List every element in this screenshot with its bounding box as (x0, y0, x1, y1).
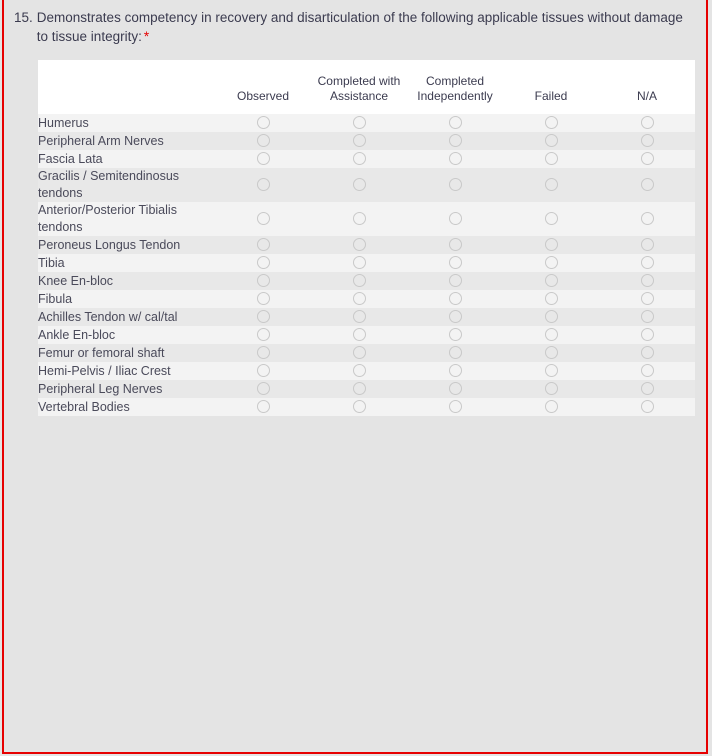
matrix-radio-cell[interactable] (407, 168, 503, 202)
radio-unchecked-icon[interactable] (257, 116, 270, 129)
radio-unchecked-icon[interactable] (353, 238, 366, 251)
matrix-radio-cell[interactable] (311, 132, 407, 150)
radio-unchecked-icon[interactable] (449, 346, 462, 359)
matrix-radio-cell[interactable] (311, 254, 407, 272)
column-header-failed: Failed (503, 60, 599, 114)
matrix-row-label: Peripheral Arm Nerves (38, 133, 164, 148)
radio-unchecked-icon[interactable] (449, 116, 462, 129)
radio-unchecked-icon[interactable] (545, 400, 558, 413)
radio-unchecked-icon[interactable] (257, 310, 270, 323)
radio-unchecked-icon[interactable] (641, 134, 654, 147)
matrix-radio-cell[interactable] (215, 132, 311, 150)
radio-unchecked-icon[interactable] (449, 364, 462, 377)
matrix-row (38, 202, 695, 236)
column-header-completed-independently: Completed Independently (407, 60, 503, 114)
matrix-radio-cell[interactable] (599, 326, 695, 344)
radio-unchecked-icon[interactable] (449, 238, 462, 251)
radio-unchecked-icon[interactable] (353, 134, 366, 147)
radio-unchecked-icon[interactable] (545, 178, 558, 191)
radio-unchecked-icon[interactable] (545, 134, 558, 147)
radio-unchecked-icon[interactable] (449, 178, 462, 191)
radio-unchecked-icon[interactable] (449, 292, 462, 305)
matrix-radio-cell[interactable] (407, 254, 503, 272)
matrix-row-label: Gracilis / Semitendinosus tendons (38, 169, 180, 200)
matrix-radio-cell[interactable] (503, 326, 599, 344)
matrix-row-label: Anterior/Posterior Tibialis tendons (38, 203, 177, 234)
radio-unchecked-icon[interactable] (257, 274, 270, 287)
radio-unchecked-icon[interactable] (257, 328, 270, 341)
matrix-radio-cell[interactable] (407, 290, 503, 308)
matrix-row (38, 254, 695, 272)
radio-unchecked-icon[interactable] (641, 152, 654, 165)
matrix-row (38, 168, 695, 202)
radio-unchecked-icon[interactable] (257, 178, 270, 191)
matrix-radio-cell[interactable] (503, 168, 599, 202)
radio-unchecked-icon[interactable] (257, 292, 270, 305)
radio-unchecked-icon[interactable] (449, 400, 462, 413)
matrix-radio-cell[interactable] (599, 362, 695, 380)
matrix-radio-cell[interactable] (215, 344, 311, 362)
matrix-radio-cell[interactable] (215, 380, 311, 398)
radio-unchecked-icon[interactable] (641, 292, 654, 305)
matrix-radio-cell[interactable] (599, 168, 695, 202)
radio-unchecked-icon[interactable] (353, 178, 366, 191)
matrix-row (38, 290, 695, 308)
matrix-radio-cell[interactable] (407, 236, 503, 254)
matrix-radio-cell[interactable] (215, 308, 311, 326)
radio-unchecked-icon[interactable] (449, 212, 462, 225)
matrix-radio-cell[interactable] (311, 202, 407, 236)
matrix-body (38, 114, 695, 416)
radio-unchecked-icon[interactable] (353, 274, 366, 287)
matrix-row-label: Peroneus Longus Tendon (38, 237, 181, 252)
matrix-radio-cell[interactable] (311, 114, 407, 132)
question-text (37, 8, 692, 46)
matrix-row (38, 132, 695, 150)
matrix-radio-cell[interactable] (215, 362, 311, 380)
matrix-radio-cell[interactable] (215, 326, 311, 344)
matrix-radio-cell[interactable] (215, 114, 311, 132)
matrix-radio-cell[interactable] (311, 150, 407, 168)
matrix-radio-cell[interactable] (215, 290, 311, 308)
matrix-row (38, 150, 695, 168)
matrix-radio-cell[interactable] (599, 150, 695, 168)
radio-unchecked-icon[interactable] (257, 152, 270, 165)
radio-unchecked-icon[interactable] (353, 152, 366, 165)
matrix-radio-cell[interactable] (215, 254, 311, 272)
radio-unchecked-icon[interactable] (545, 274, 558, 287)
matrix-radio-cell[interactable] (599, 236, 695, 254)
matrix-row (38, 236, 695, 254)
matrix-radio-cell[interactable] (215, 150, 311, 168)
matrix-radio-cell[interactable] (503, 150, 599, 168)
radio-unchecked-icon[interactable] (353, 116, 366, 129)
column-header-observed: Observed (215, 60, 311, 114)
matrix-radio-cell[interactable] (503, 362, 599, 380)
radio-unchecked-icon[interactable] (257, 346, 270, 359)
radio-unchecked-icon[interactable] (641, 212, 654, 225)
matrix-radio-cell[interactable] (503, 236, 599, 254)
radio-unchecked-icon[interactable] (257, 238, 270, 251)
matrix-radio-cell[interactable] (599, 380, 695, 398)
radio-unchecked-icon[interactable] (449, 152, 462, 165)
matrix-row-label: Humerus (38, 115, 89, 130)
matrix-radio-cell[interactable] (311, 326, 407, 344)
radio-unchecked-icon[interactable] (257, 134, 270, 147)
radio-unchecked-icon[interactable] (257, 256, 270, 269)
radio-unchecked-icon[interactable] (641, 328, 654, 341)
matrix-scroll-area[interactable] (38, 60, 695, 752)
matrix-row-label: Tibia (38, 255, 65, 270)
matrix-radio-cell[interactable] (407, 362, 503, 380)
matrix-radio-cell[interactable] (215, 398, 311, 416)
matrix-header-row (38, 60, 695, 114)
matrix-row-label: Fascia Lata (38, 151, 103, 166)
radio-unchecked-icon[interactable] (257, 382, 270, 395)
matrix-radio-cell[interactable] (407, 344, 503, 362)
required-asterisk: * (143, 29, 150, 44)
radio-unchecked-icon[interactable] (641, 382, 654, 395)
matrix-radio-cell[interactable] (311, 398, 407, 416)
radio-unchecked-icon[interactable] (449, 328, 462, 341)
matrix-row-label: Fibula (38, 291, 73, 306)
matrix-row (38, 308, 695, 326)
radio-unchecked-icon[interactable] (353, 212, 366, 225)
radio-unchecked-icon[interactable] (545, 346, 558, 359)
matrix-label-column-header (38, 60, 215, 114)
matrix-radio-cell[interactable] (599, 202, 695, 236)
radio-unchecked-icon[interactable] (641, 346, 654, 359)
radio-unchecked-icon[interactable] (545, 256, 558, 269)
radio-unchecked-icon[interactable] (449, 274, 462, 287)
matrix-radio-cell[interactable] (311, 380, 407, 398)
matrix-radio-cell[interactable] (503, 344, 599, 362)
radio-unchecked-icon[interactable] (641, 116, 654, 129)
matrix-row-label: Hemi-Pelvis / Iliac Crest (38, 363, 171, 378)
matrix-radio-cell[interactable] (503, 272, 599, 290)
matrix-radio-cell[interactable] (599, 254, 695, 272)
matrix-radio-cell[interactable] (503, 254, 599, 272)
column-header-na: N/A (599, 60, 695, 114)
radio-unchecked-icon[interactable] (545, 292, 558, 305)
matrix-row (38, 114, 695, 132)
column-header-completed-with-assistance: Completed with Assistance (311, 60, 407, 114)
question-prompt: Demonstrates competency in recovery and disarticulation of the following applicable tissues without damage to tissue integrity: (36, 10, 683, 44)
radio-unchecked-icon[interactable] (545, 382, 558, 395)
matrix-header (38, 60, 695, 114)
matrix-radio-cell[interactable] (407, 132, 503, 150)
matrix-radio-cell[interactable] (599, 290, 695, 308)
radio-unchecked-icon[interactable] (641, 178, 654, 191)
matrix-row-label: Femur or femoral shaft (38, 345, 165, 360)
radio-unchecked-icon[interactable] (545, 328, 558, 341)
matrix-row (38, 362, 695, 380)
radio-unchecked-icon[interactable] (545, 152, 558, 165)
radio-unchecked-icon[interactable] (641, 400, 654, 413)
matrix-radio-cell[interactable] (599, 344, 695, 362)
matrix-radio-cell[interactable] (503, 290, 599, 308)
radio-unchecked-icon[interactable] (353, 382, 366, 395)
matrix-row-label: Peripheral Leg Nerves (38, 381, 163, 396)
radio-unchecked-icon[interactable] (257, 400, 270, 413)
matrix-row (38, 272, 695, 290)
radio-unchecked-icon[interactable] (353, 328, 366, 341)
radio-unchecked-icon[interactable] (641, 364, 654, 377)
matrix-radio-cell[interactable] (407, 308, 503, 326)
matrix-radio-cell[interactable] (311, 236, 407, 254)
matrix-radio-cell[interactable] (503, 380, 599, 398)
matrix-radio-cell[interactable] (407, 398, 503, 416)
matrix-radio-cell[interactable] (503, 114, 599, 132)
matrix-radio-cell[interactable] (215, 202, 311, 236)
matrix-radio-cell[interactable] (311, 344, 407, 362)
radio-unchecked-icon[interactable] (449, 310, 462, 323)
matrix-radio-cell[interactable] (311, 168, 407, 202)
radio-unchecked-icon[interactable] (449, 256, 462, 269)
matrix-row-label: Knee En-bloc (38, 273, 114, 288)
matrix-radio-cell[interactable] (311, 308, 407, 326)
radio-unchecked-icon[interactable] (353, 310, 366, 323)
matrix-row-label: Vertebral Bodies (38, 399, 130, 414)
matrix-radio-cell[interactable] (215, 272, 311, 290)
matrix-row (38, 344, 695, 362)
competency-matrix-table (38, 60, 695, 416)
matrix-radio-cell[interactable] (599, 114, 695, 132)
radio-unchecked-icon[interactable] (545, 238, 558, 251)
radio-unchecked-icon[interactable] (545, 364, 558, 377)
radio-unchecked-icon[interactable] (353, 292, 366, 305)
radio-unchecked-icon[interactable] (449, 382, 462, 395)
radio-unchecked-icon[interactable] (257, 364, 270, 377)
matrix-radio-cell[interactable] (599, 272, 695, 290)
matrix-radio-cell[interactable] (599, 132, 695, 150)
matrix-radio-cell[interactable] (503, 202, 599, 236)
matrix-radio-cell[interactable] (503, 398, 599, 416)
radio-unchecked-icon[interactable] (257, 212, 270, 225)
matrix-radio-cell[interactable] (215, 168, 311, 202)
matrix-radio-cell[interactable] (311, 272, 407, 290)
matrix-row (38, 326, 695, 344)
matrix-radio-cell[interactable] (503, 308, 599, 326)
radio-unchecked-icon[interactable] (641, 310, 654, 323)
matrix-row (38, 398, 695, 416)
radio-unchecked-icon[interactable] (353, 400, 366, 413)
matrix-row (38, 380, 695, 398)
radio-unchecked-icon[interactable] (641, 238, 654, 251)
radio-unchecked-icon[interactable] (641, 274, 654, 287)
radio-unchecked-icon[interactable] (545, 212, 558, 225)
matrix-radio-cell[interactable] (311, 362, 407, 380)
matrix-radio-cell[interactable] (503, 132, 599, 150)
radio-unchecked-icon[interactable] (449, 134, 462, 147)
radio-unchecked-icon[interactable] (545, 310, 558, 323)
matrix-radio-cell[interactable] (599, 398, 695, 416)
radio-unchecked-icon[interactable] (353, 346, 366, 359)
radio-unchecked-icon[interactable] (641, 256, 654, 269)
matrix-row-label: Ankle En-bloc (38, 327, 116, 342)
matrix-radio-cell[interactable] (407, 150, 503, 168)
radio-unchecked-icon[interactable] (353, 256, 366, 269)
matrix-radio-cell[interactable] (407, 114, 503, 132)
matrix-radio-cell[interactable] (215, 236, 311, 254)
matrix-radio-cell[interactable] (407, 272, 503, 290)
matrix-radio-cell[interactable] (407, 380, 503, 398)
matrix-radio-cell[interactable] (407, 326, 503, 344)
radio-unchecked-icon[interactable] (353, 364, 366, 377)
question-header (4, 0, 706, 46)
matrix-radio-cell[interactable] (407, 202, 503, 236)
question-block (2, 0, 708, 754)
matrix-radio-cell[interactable] (311, 290, 407, 308)
matrix-row-label: Achilles Tendon w/ cal/tal (38, 309, 178, 324)
question-number: 15. (14, 10, 33, 25)
matrix-radio-cell[interactable] (599, 308, 695, 326)
radio-unchecked-icon[interactable] (545, 116, 558, 129)
